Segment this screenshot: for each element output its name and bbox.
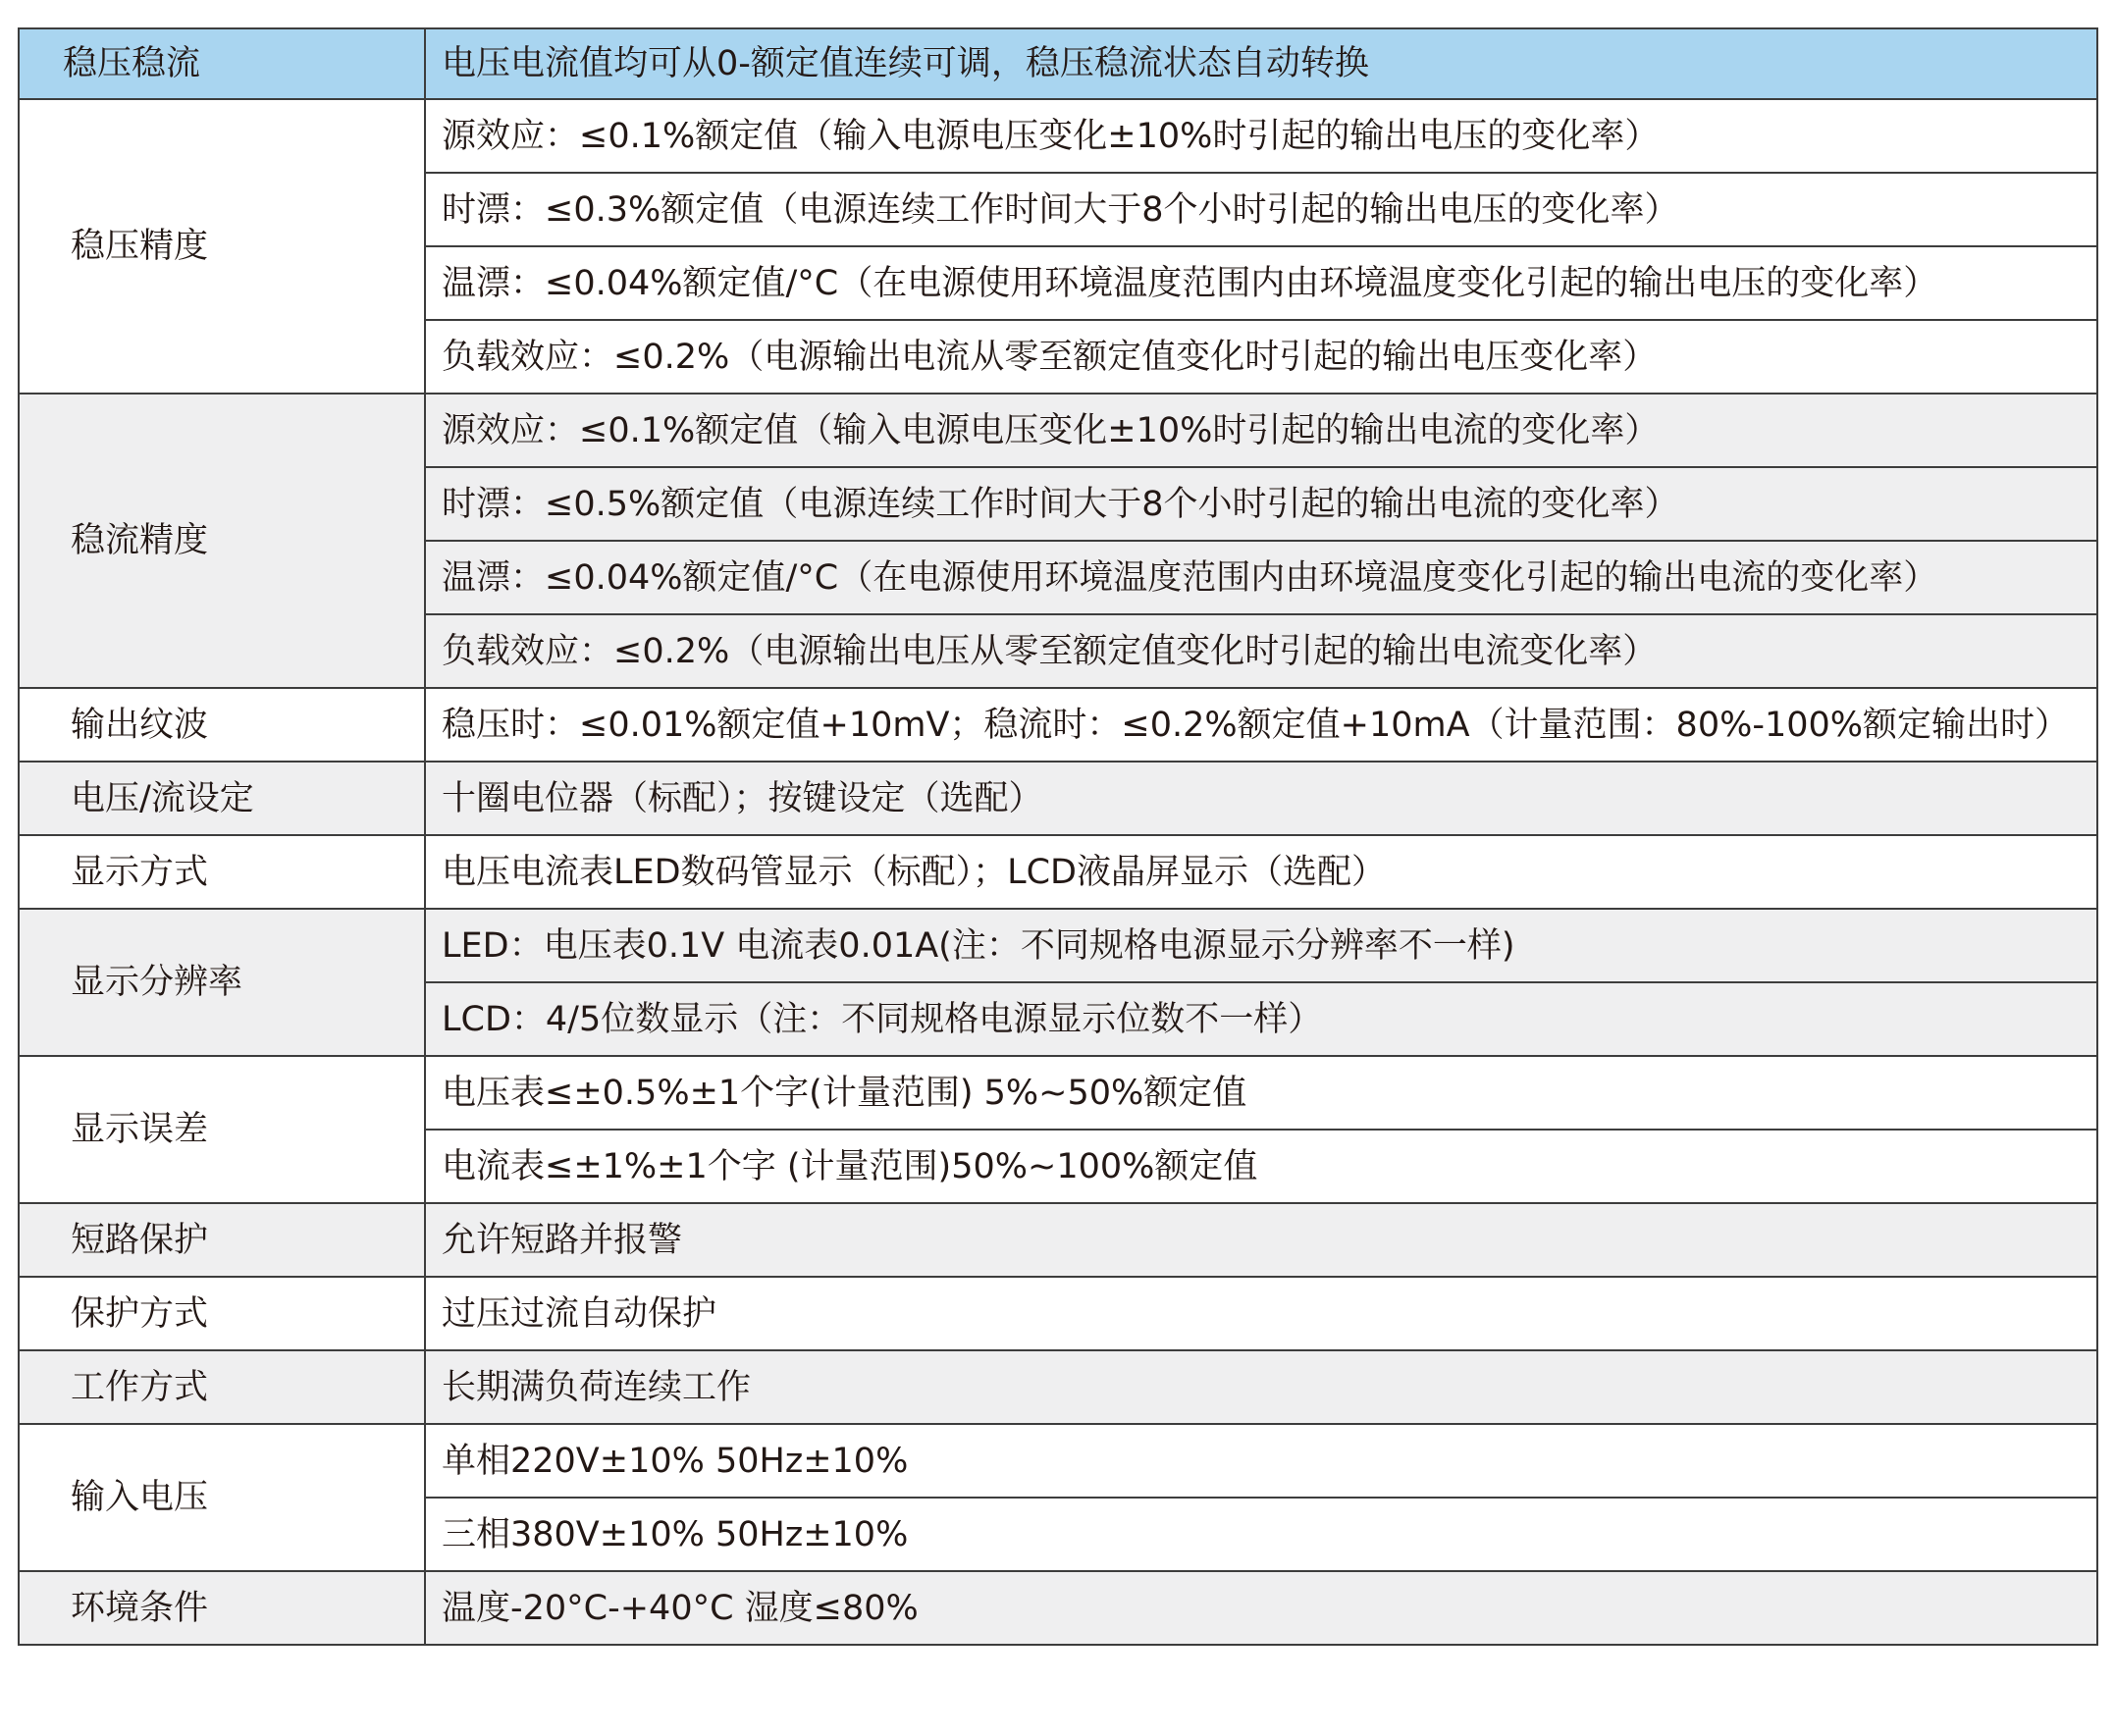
spec-value: 电流表≤±1%±1个字 (计量范围)50%~100%额定值 xyxy=(425,1130,2097,1203)
spec-label: 电压/流设定 xyxy=(19,762,425,835)
spec-label: 工作方式 xyxy=(19,1350,425,1424)
table-row xyxy=(19,688,2097,762)
spec-label: 稳流精度 xyxy=(19,394,425,688)
table-row xyxy=(19,835,2097,909)
spec-label: 保护方式 xyxy=(19,1277,425,1350)
spec-value: 电压表≤±0.5%±1个字(计量范围) 5%~50%额定值 xyxy=(425,1056,2097,1130)
table-row xyxy=(19,1571,2097,1645)
header-value: 电压电流值均可从0-额定值连续可调，稳压稳流状态自动转换 xyxy=(425,28,2097,99)
spec-label: 稳压精度 xyxy=(19,99,425,394)
spec-label: 显示分辨率 xyxy=(19,909,425,1056)
table-row xyxy=(19,909,2097,982)
spec-label: 显示方式 xyxy=(19,835,425,909)
spec-value: 三相380V±10% 50Hz±10% xyxy=(425,1498,2097,1571)
spec-label: 短路保护 xyxy=(19,1203,425,1277)
table-row xyxy=(19,1203,2097,1277)
spec-value: 温漂：≤0.04%额定值/°C（在电源使用环境温度范围内由环境温度变化引起的输出电流的变化率） xyxy=(425,541,2097,614)
spec-value: 稳压时：≤0.01%额定值+10mV；稳流时：≤0.2%额定值+10mA（计量范围：80%-100%额定输出时） xyxy=(425,688,2097,762)
spec-value: 温漂：≤0.04%额定值/°C（在电源使用环境温度范围内由环境温度变化引起的输出电压的变化率） xyxy=(425,246,2097,320)
spec-value: 电压电流表LED数码管显示（标配）；LCD液晶屏显示（选配） xyxy=(425,835,2097,909)
table-row xyxy=(19,394,2097,467)
header-label: 稳压稳流 xyxy=(19,28,425,99)
table-row xyxy=(19,1277,2097,1350)
spec-label: 环境条件 xyxy=(19,1571,425,1645)
spec-value: 时漂：≤0.3%额定值（电源连续工作时间大于8个小时引起的输出电压的变化率） xyxy=(425,173,2097,246)
spec-value: 允许短路并报警 xyxy=(425,1203,2097,1277)
table-row xyxy=(19,99,2097,173)
spec-value: 十圈电位器（标配）；按键设定（选配） xyxy=(425,762,2097,835)
spec-value: LCD：4/5位数显示（注：不同规格电源显示位数不一样） xyxy=(425,982,2097,1056)
table-row xyxy=(19,762,2097,835)
table-row xyxy=(19,1350,2097,1424)
spec-value: 单相220V±10% 50Hz±10% xyxy=(425,1424,2097,1498)
table-header-row xyxy=(19,28,2097,99)
spec-table xyxy=(18,27,2098,1646)
spec-label: 输出纹波 xyxy=(19,688,425,762)
table-row xyxy=(19,1056,2097,1130)
spec-table-body xyxy=(19,28,2097,1645)
spec-value: LED：电压表0.1V 电流表0.01A(注：不同规格电源显示分辨率不一样) xyxy=(425,909,2097,982)
spec-value: 长期满负荷连续工作 xyxy=(425,1350,2097,1424)
table-row xyxy=(19,1424,2097,1498)
spec-value: 时漂：≤0.5%额定值（电源连续工作时间大于8个小时引起的输出电流的变化率） xyxy=(425,467,2097,541)
spec-value: 过压过流自动保护 xyxy=(425,1277,2097,1350)
spec-value: 负载效应：≤0.2%（电源输出电流从零至额定值变化时引起的输出电压变化率） xyxy=(425,320,2097,394)
spec-value: 源效应：≤0.1%额定值（输入电源电压变化±10%时引起的输出电流的变化率） xyxy=(425,394,2097,467)
spec-value: 温度-20°C-+40°C 湿度≤80% xyxy=(425,1571,2097,1645)
spec-label: 显示误差 xyxy=(19,1056,425,1203)
spec-label: 输入电压 xyxy=(19,1424,425,1571)
spec-value: 负载效应：≤0.2%（电源输出电压从零至额定值变化时引起的输出电流变化率） xyxy=(425,614,2097,688)
spec-value: 源效应：≤0.1%额定值（输入电源电压变化±10%时引起的输出电压的变化率） xyxy=(425,99,2097,173)
